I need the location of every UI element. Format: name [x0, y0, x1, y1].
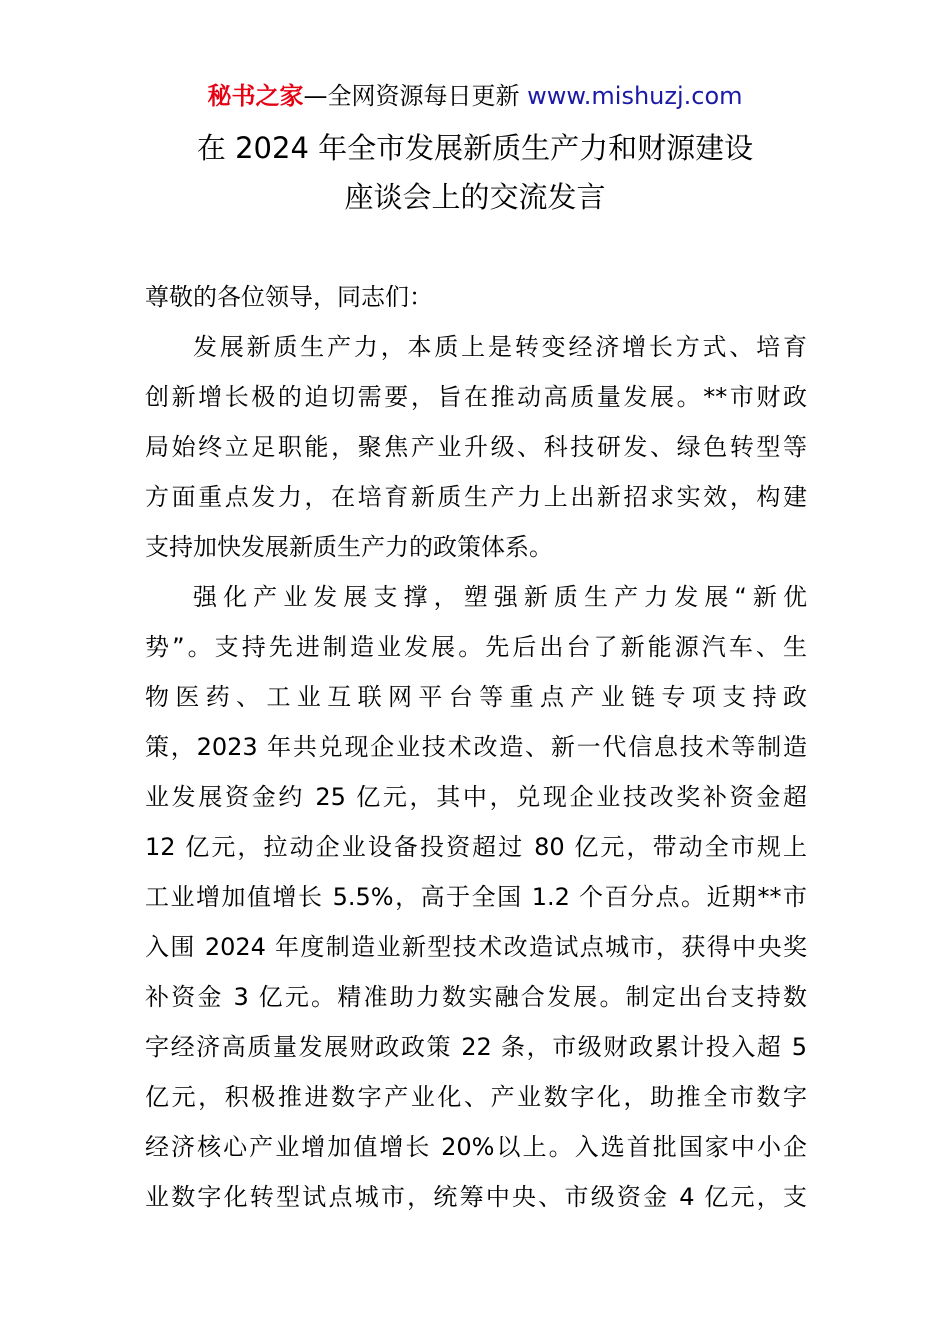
paragraph-line: 经济核心产业增加值增长 20%以上。入选首批国家中小企	[145, 1133, 807, 1161]
paragraph-line: 业数字化转型试点城市，统筹中央、市级资金 4 亿元，支	[145, 1183, 807, 1211]
paragraph-line: 方面重点发力，在培育新质生产力上出新招求实效，构建	[145, 483, 807, 511]
site-url-link[interactable]: www.mishuzj.com	[527, 82, 743, 110]
paragraph-line: 工业增加值增长 5.5%，高于全国 1.2 个百分点。近期**市	[145, 883, 807, 911]
document-body	[145, 272, 807, 1222]
paragraph-line: 12 亿元，拉动企业设备投资超过 80 亿元，带动全市规上	[145, 833, 807, 861]
site-tagline: —全网资源每日更新	[303, 82, 528, 110]
paragraph-line: 发展新质生产力，本质上是转变经济增长方式、培育	[193, 333, 807, 361]
paragraph-line: 策，2023 年共兑现企业技术改造、新一代信息技术等制造	[145, 733, 807, 761]
paragraph-line: 字经济高质量发展财政政策 22 条，市级财政累计投入超 5	[145, 1033, 807, 1061]
paragraph-1	[145, 322, 807, 572]
paragraph-2	[145, 572, 807, 1222]
paragraph-line: 物医药、工业互联网平台等重点产业链专项支持政	[145, 683, 807, 711]
paragraph-line: 亿元，积极推进数字产业化、产业数字化，助推全市数字	[145, 1083, 807, 1111]
salutation: 尊敬的各位领导，同志们：	[145, 283, 433, 311]
paragraph-line: 业发展资金约 25 亿元，其中，兑现企业技改奖补资金超	[145, 783, 807, 811]
paragraph-line: 创新增长极的迫切需要，旨在推动高质量发展。**市财政	[145, 383, 807, 411]
document-title-line-1: 在 2024 年全市发展新质生产力和财源建设	[196, 131, 754, 165]
paragraph-line: 补资金 3 亿元。精准助力数实融合发展。制定出台支持数	[145, 983, 807, 1011]
paragraph-line: 强化产业发展支撑，塑强新质生产力发展“新优	[193, 583, 807, 611]
document-title-line-2: 座谈会上的交流发言	[344, 180, 606, 214]
site-header	[0, 80, 950, 112]
paragraph-line: 局始终立足职能，聚焦产业升级、科技研发、绿色转型等	[145, 433, 807, 461]
brand-name: 秘书之家	[207, 82, 304, 110]
paragraph-line: 势”。支持先进制造业发展。先后出台了新能源汽车、生	[145, 633, 807, 661]
paragraph-line: 入围 2024 年度制造业新型技术改造试点城市，获得中央奖	[145, 933, 807, 961]
paragraph-line: 支持加快发展新质生产力的政策体系。	[145, 533, 553, 561]
